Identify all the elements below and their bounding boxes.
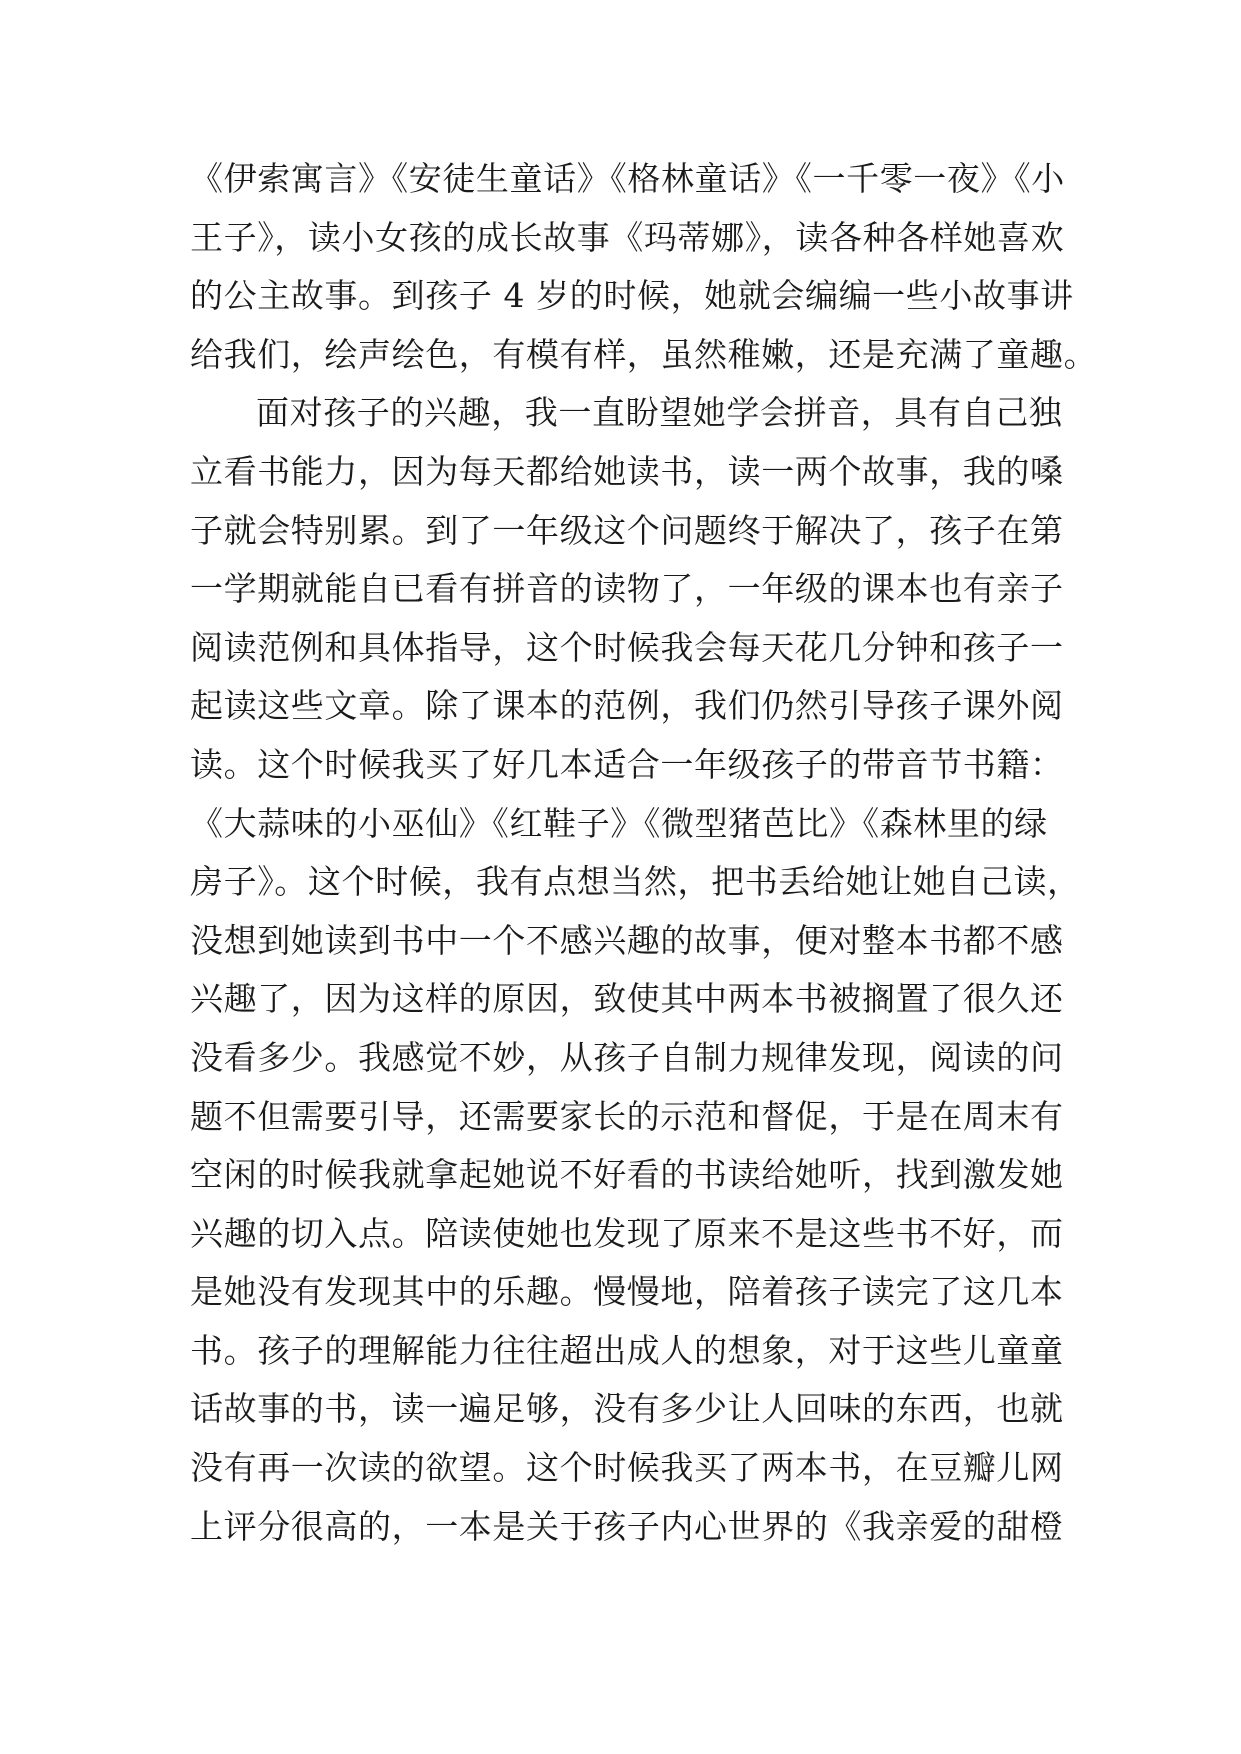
text-line: 没看多少。我感觉不妙，从孩子自制力规律发现，阅读的问	[190, 1037, 1064, 1077]
body-text	[190, 150, 1098, 1556]
text-line: 话故事的书，读一遍足够，没有多少让人回味的东西，也就	[190, 1389, 1064, 1429]
text-line: 书。孩子的理解能力往往超出成人的想象，对于这些儿童童	[190, 1330, 1064, 1370]
text-line: 子就会特别累。到了一年级这个问题终于解决了，孩子在第	[190, 510, 1064, 550]
text-line: 兴趣的切入点。陪读使她也发现了原来不是这些书不好，而	[190, 1213, 1064, 1253]
text-line: 阅读范例和具体指导，这个时候我会每天花几分钟和孩子一	[190, 627, 1064, 667]
text-line: 读。这个时候我买了好几本适合一年级孩子的带音节书籍：	[190, 744, 1064, 784]
text-line: 给我们，绘声绘色，有模有样，虽然稚嫩，还是充满了童趣。	[190, 334, 1098, 374]
text-line: 题不但需要引导，还需要家长的示范和督促，于是在周末有	[190, 1096, 1064, 1136]
text-line: 空闲的时候我就拿起她说不好看的书读给她听，找到激发她	[190, 1155, 1064, 1195]
text-line: 起读这些文章。除了课本的范例，我们仍然引导孩子课外阅	[190, 686, 1064, 726]
text-line: 《伊索寓言》《安徒生童话》《格林童话》《一千零一夜》《小	[190, 159, 1065, 198]
text-line: 立看书能力，因为每天都给她读书，读一两个故事，我的嗓	[190, 451, 1064, 491]
text-line: 兴趣了，因为这样的原因，致使其中两本书被搁置了很久还	[190, 979, 1064, 1019]
text-line: 上评分很高的，一本是关于孩子内心世界的《我亲爱的甜橙	[190, 1506, 1064, 1546]
text-line: 的公主故事。到孩子 4 岁的时候，她就会编编一些小故事讲	[190, 276, 1074, 316]
text-line: 一学期就能自已看有拼音的读物了，一年级的课本也有亲子	[190, 569, 1064, 609]
text-line: 没有再一次读的欲望。这个时候我买了两本书，在豆瓣儿网	[190, 1448, 1064, 1488]
text-line: 《大蒜味的小巫仙》《红鞋子》《微型猪芭比》《森林里的绿	[190, 803, 1048, 843]
text-line: 没想到她读到书中一个不感兴趣的故事，便对整本书都不感	[190, 920, 1064, 960]
text-line: 房子》。这个时候，我有点想当然，把书丢给她让她自己读，	[190, 862, 1081, 902]
text-line: 王子》，读小女孩的成长故事《玛蒂娜》，读各种各样她喜欢	[190, 217, 1065, 257]
text-line: 是她没有发现其中的乐趣。慢慢地，陪着孩子读完了这几本	[190, 1272, 1064, 1312]
paragraph-start-line: 面对孩子的兴趣，我一直盼望她学会拼音，具有自己独	[256, 393, 1063, 433]
